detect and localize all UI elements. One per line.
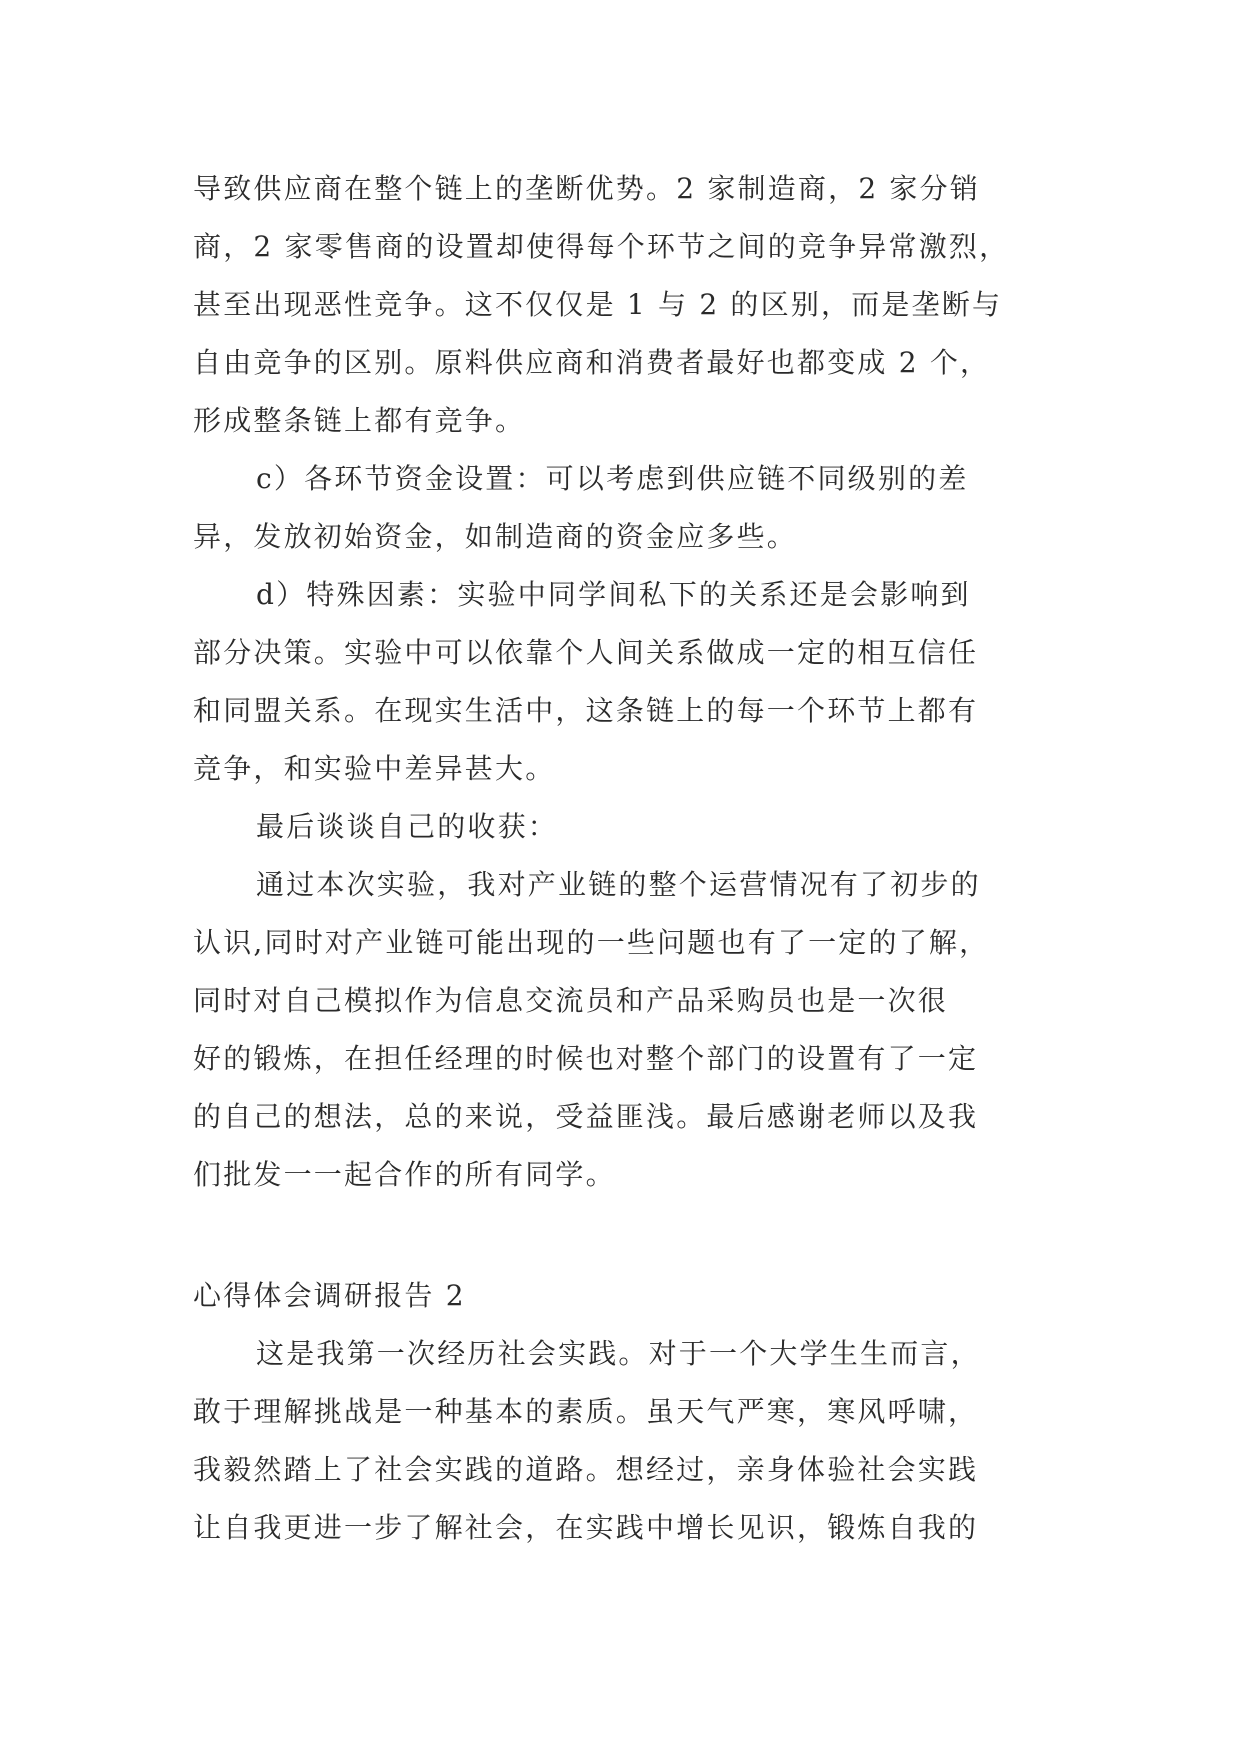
paragraph-c-start: c）各环节资金设置：可以考虑到供应链不同级别的差 [256,462,969,495]
report-part2 [193,1325,1053,1557]
text-line: 形成整条链上都有竞争。 [193,404,526,437]
text-line: 和同盟关系。在现实生活中，这条链上的每一个环节上都有 [193,694,979,727]
text-line: 的自己的想法，总的来说，受益匪浅。最后感谢老师以及我 [193,1100,979,1133]
text-line: 让自我更进一步了解社会，在实践中增长见识，锻炼自我的 [193,1511,979,1544]
text-line: 部分决策。实验中可以依靠个人间关系做成一定的相互信任 [193,636,979,669]
report-part1 [193,160,1053,1204]
harvest-paragraph-start: 通过本次实验，我对产业链的整个运营情况有了初步的 [256,868,981,901]
text-line: 自由竞争的区别。原料供应商和消费者最好也都变成 2 个， [193,346,991,379]
text-line: 导致供应商在整个链上的垄断优势。2 家制造商，2 家分销 [193,172,981,205]
paragraph-start: 这是我第一次经历社会实践。对于一个大学生生而言， [256,1337,981,1370]
text-line: 们批发一一起合作的所有同学。 [193,1158,616,1191]
text-line: 竞争，和实验中差异甚大。 [193,752,556,785]
harvest-heading: 最后谈谈自己的收获： [256,810,559,843]
text-line: 好的锻炼，在担任经理的时候也对整个部门的设置有了一定 [193,1042,979,1075]
text-line: 认识,同时对产业链可能出现的一些问题也有了一定的了解， [193,926,990,959]
section-title: 心得体会调研报告 2 [193,1279,466,1312]
text-line: 敢于理解挑战是一种基本的素质。虽天气严寒，寒风呼啸， [193,1395,979,1428]
paragraph-d-start: d）特殊因素：实验中同学间私下的关系还是会影响到 [256,578,971,611]
text-line: 商，2 家零售商的设置却使得每个环节之间的竞争异常激烈， [193,230,1010,263]
text-line: 同时对自己模拟作为信息交流员和产品采购员也是一次很 [193,984,949,1017]
text-line: 甚至出现恶性竞争。这不仅仅是 1 与 2 的区别，而是垄断与 [193,288,1003,321]
section-2-title [193,1267,1053,1325]
text-line: 我毅然踏上了社会实践的道路。想经过，亲身体验社会实践 [193,1453,979,1486]
text-line: 异，发放初始资金，如制造商的资金应多些。 [193,520,798,553]
